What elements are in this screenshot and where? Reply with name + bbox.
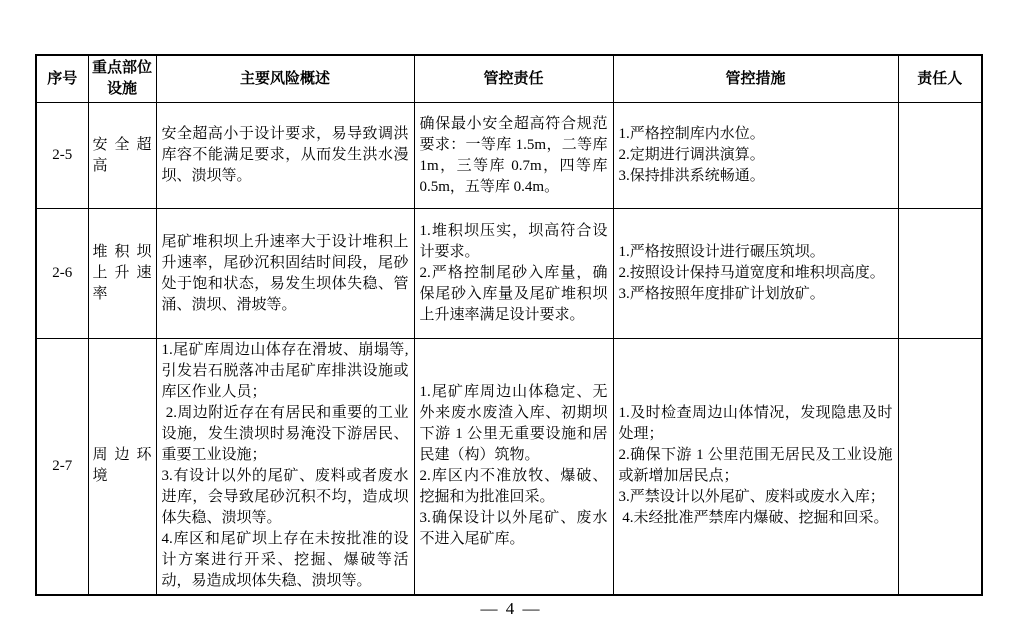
- measure-paragraph: 2.定期进行调洪演算。: [618, 147, 765, 163]
- risk-cell: [156, 339, 414, 595]
- risk-paragraph: 3.有设计以外的尾矿、废料或者废水进库，会导致尾砂沉积不均，造成坝体失稳、溃坝等。: [161, 468, 409, 527]
- person-cell: [898, 339, 982, 595]
- header-cell-responsibility: 管控责任: [414, 55, 613, 103]
- responsibility-paragraph: 1.堆积坝压实，坝高符合设计要求。: [419, 223, 608, 260]
- measure-paragraph: 2.按照设计保持马道宽度和堆积坝高度。: [618, 265, 885, 281]
- responsibility-paragraph: 确保最小安全超高符合规范要求：一等库 1.5m，二等库 1m，三等库 0.7m，四等库 0.5m，五等库 0.4m。: [419, 115, 612, 195]
- measures-cell: [613, 103, 898, 209]
- responsibility-paragraph: 2.库区内不准放牧、爆破、挖掘和为批准回采。: [419, 468, 608, 506]
- facility-cell: 周边环境: [88, 339, 156, 595]
- measure-paragraph: 4.未经批准严禁库内爆破、挖掘和回采。: [618, 510, 889, 527]
- risk-paragraph: 4.库区和尾矿坝上存在未按批准的设计方案进行开采、挖掘、爆破等活动，易造成坝体失稳、溃坝等。: [161, 531, 409, 590]
- measure-paragraph: 3.严禁设计以外尾矿、废料或废水入库；: [618, 489, 885, 506]
- risk-cell: [156, 209, 414, 339]
- table-row-2-6: [36, 209, 982, 339]
- facility-cell: 安全超高: [88, 103, 156, 209]
- header-row: [36, 55, 982, 103]
- responsibility-paragraph: 1.尾矿库周边山体稳定、无外来废水废渣入库、初期坝下游 1 公里无重要设施和居民建（构）筑物。: [419, 384, 608, 464]
- risk-paragraph: 安全超高小于设计要求，易导致调洪库容不能满足要求，从而发生洪水漫坝、溃坝等。: [161, 126, 409, 184]
- table-row-2-5: [36, 103, 982, 209]
- person-cell: [898, 209, 982, 339]
- row-index-cell: 2-5: [36, 103, 88, 209]
- person-cell: [898, 103, 982, 209]
- responsibility-cell: [414, 339, 613, 595]
- facility-cell: 堆积坝上升速率: [88, 209, 156, 339]
- responsibility-cell: [414, 209, 613, 339]
- responsibility-cell: [414, 103, 613, 209]
- risk-paragraph: 2.周边附近存在有居民和重要的工业设施，发生溃坝时易淹没下游居民、重要工业设施；: [161, 405, 409, 464]
- measure-paragraph: 2.确保下游 1 公里范围无居民及工业设施或新增加居民点；: [618, 447, 893, 485]
- measures-cell: [613, 339, 898, 595]
- risk-cell: [156, 103, 414, 209]
- measure-paragraph: 1.严格按照设计进行碾压筑坝。: [618, 244, 825, 260]
- measure-paragraph: 1.及时检查周边山体情况，发现隐患及时处理；: [618, 405, 893, 443]
- table-row-2-7: [36, 339, 982, 595]
- responsibility-paragraph: 2.严格控制尾砂入库量，确保尾砂入库量及尾矿堆积坝上升速率满足设计要求。: [419, 265, 608, 323]
- risk-control-table: [35, 54, 983, 596]
- header-cell-person: 责任人: [898, 55, 982, 103]
- header-cell-facility: 重点部位设施: [88, 55, 156, 103]
- header-cell-risk: 主要风险概述: [156, 55, 414, 103]
- measure-paragraph: 1.严格控制库内水位。: [618, 126, 765, 142]
- row-index-cell: 2-6: [36, 209, 88, 339]
- header-cell-index: 序号: [36, 55, 88, 103]
- responsibility-paragraph: 3.确保设计以外尾矿、废水不进入尾矿库。: [419, 510, 608, 548]
- page-number: — 4 —: [480, 599, 542, 618]
- risk-paragraph: 尾矿堆积坝上升速率大于设计堆积上升速率，尾砂沉积固结时间段，尾砂处于饱和状态，易发生坝体失稳、管涌、溃坝、滑坡等。: [161, 233, 409, 313]
- measure-paragraph: 3.保持排洪系统畅通。: [618, 168, 765, 184]
- measures-cell: [613, 209, 898, 339]
- header-cell-measures: 管控措施: [613, 55, 898, 103]
- row-index-cell: 2-7: [36, 339, 88, 595]
- measure-paragraph: 3.严格按照年度排矿计划放矿。: [618, 286, 825, 302]
- risk-paragraph: 1.尾矿库周边山体存在滑坡、崩塌等,引发岩石脱落冲击尾矿库排洪设施或库区作业人员；: [161, 342, 409, 401]
